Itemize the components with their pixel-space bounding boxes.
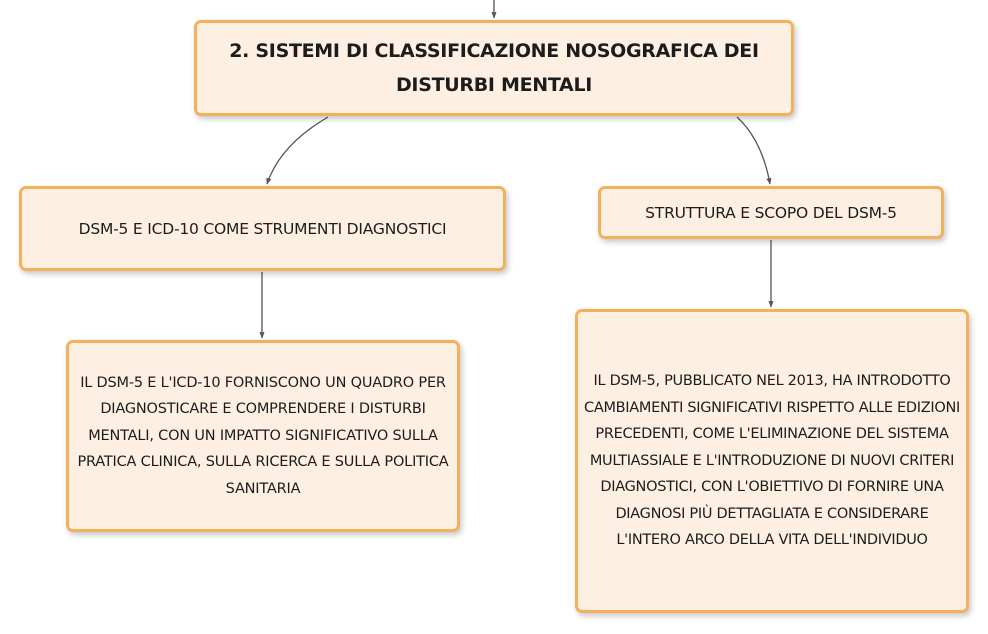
connector-root-to-left-topic [267,117,328,184]
root-node-title: 2. SISTEMI DI CLASSIFICAZIONE NOSOGRAFICA DEI DISTURBI MENTALI [229,40,759,96]
detail-node-dsm5-structure[interactable] [575,309,969,613]
topic-node-label: STRUTTURA E SCOPO DEL DSM-5 [645,203,897,222]
detail-node-text: IL DSM-5 E L'ICD-10 FORNISCONO UN QUADRO PER DIAGNOSTICARE E COMPRENDERE I DISTURBI MENTALI, CON UN IMPATTO SIGNIFICATIVO SULLA PRATICA CLINICA, SULLA RICERCA E SULLA POLITICA SANITARIA [77,374,449,497]
detail-node-dsm5-icd10[interactable] [66,340,460,532]
topic-node-dsm5-structure[interactable] [598,186,944,239]
detail-node-text: IL DSM-5, PUBBLICATO NEL 2013, HA INTRODOTTO CAMBIAMENTI SIGNIFICATIVI RISPETTO ALLE EDIZIONI PRECEDENTI, COME L'ELIMINAZIONE DEL SISTEMA MULTIASSIALE E L'INTRODUZIONE DI NUOVI CRITERI DIAGNOSTICI, CON L'OBIETTIVO DI FORNIRE UNA DIAGNOSI PIÙ DETTAGLIATA E CONSIDERARE L'INTERO ARCO DELLA VITA DELL'INDIVIDUO [584,373,961,549]
topic-node-label: DSM-5 E ICD-10 COME STRUMENTI DIAGNOSTICI [78,219,447,238]
connector-root-to-right-topic [737,117,770,184]
topic-node-dsm5-icd10[interactable] [19,186,506,271]
root-node[interactable] [194,20,794,116]
